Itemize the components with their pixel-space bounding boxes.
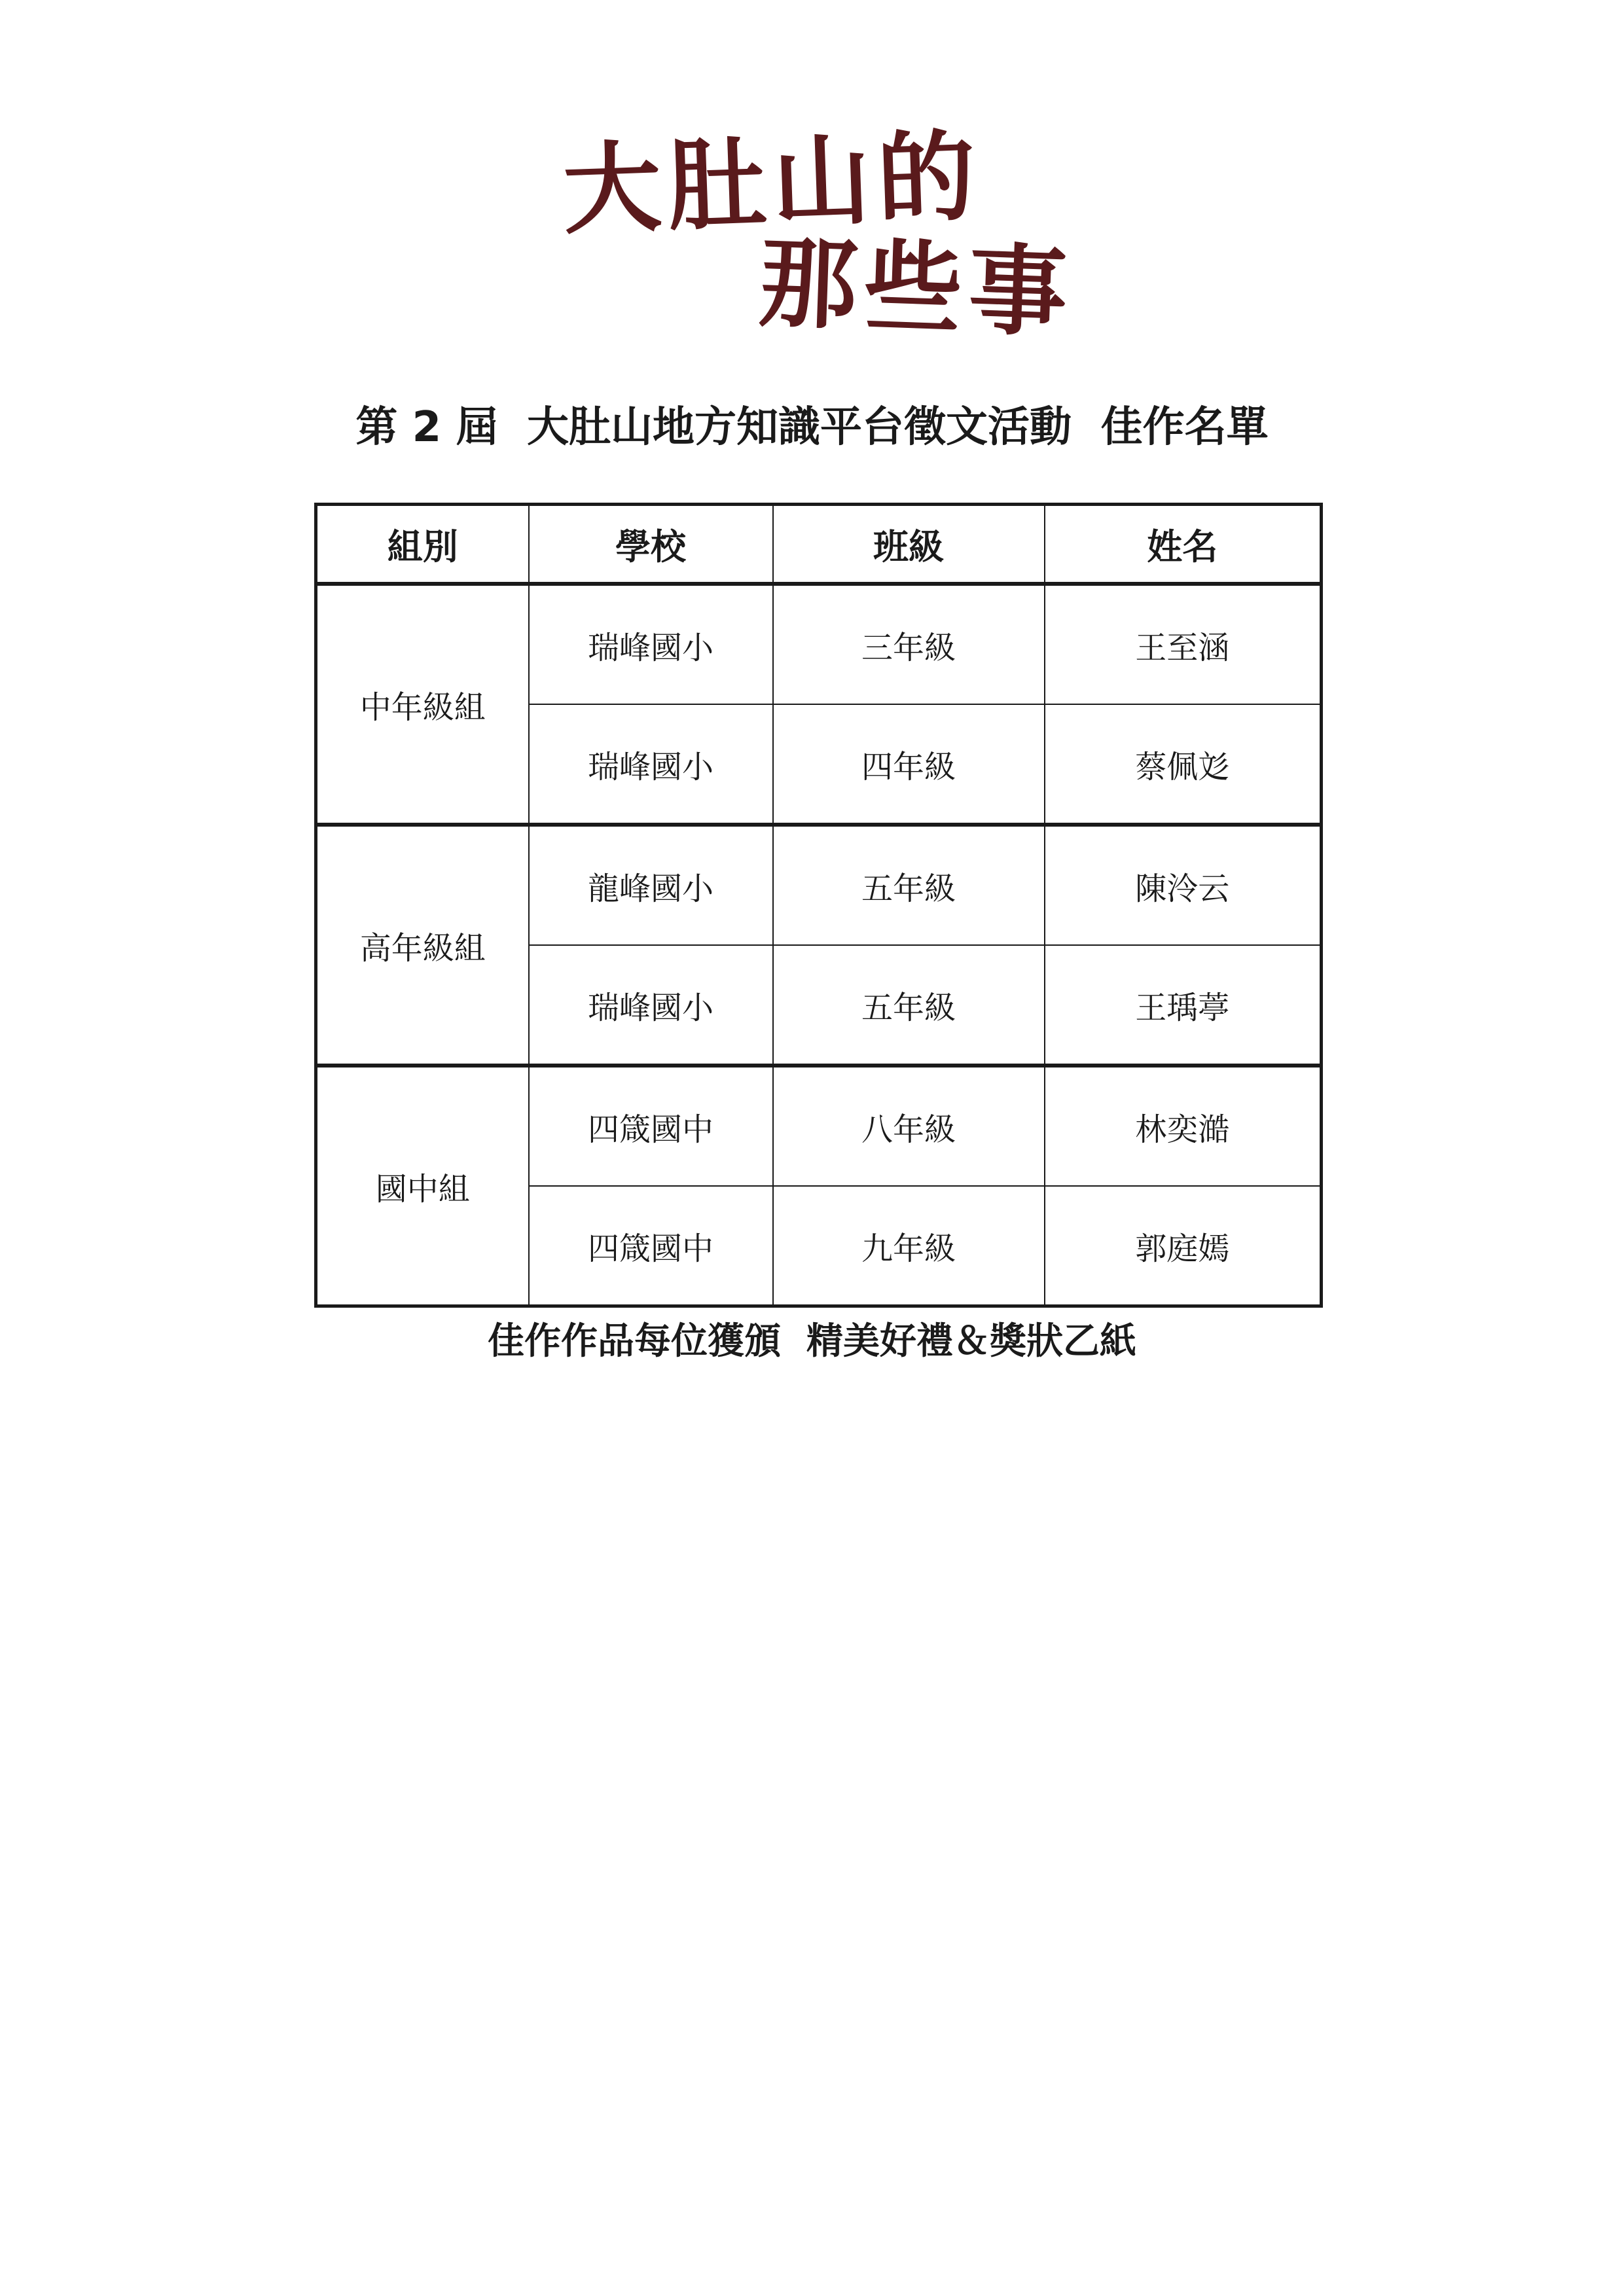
student-name-cell: 王瑀葶 — [1045, 945, 1322, 1066]
student-name-cell: 林奕澔 — [1045, 1066, 1322, 1186]
page-title: 第 2 屆 大肚山地方知識平台徵文活動 佳作名單 — [355, 403, 1269, 452]
grade-cell: 五年級 — [773, 945, 1045, 1066]
grade-cell: 八年級 — [773, 1066, 1045, 1186]
table-row — [316, 1066, 1322, 1186]
header-student-name: 姓名 — [1045, 505, 1322, 584]
student-name-cell: 王至涵 — [1045, 584, 1322, 704]
logo-text-line-2: 那些事 — [757, 224, 1075, 351]
grade-cell: 五年級 — [773, 825, 1045, 945]
header-group: 組別 — [316, 505, 529, 584]
table-row — [316, 825, 1322, 945]
group-name-cell: 高年級組 — [316, 825, 529, 1066]
school-cell: 四箴國中 — [529, 1186, 773, 1306]
student-name-cell: 蔡佩彣 — [1045, 704, 1322, 825]
grade-cell: 三年級 — [773, 584, 1045, 704]
grade-cell: 四年級 — [773, 704, 1045, 825]
school-cell: 瑞峰國小 — [529, 584, 773, 704]
table-header-row — [316, 505, 1322, 584]
award-list-table — [314, 503, 1323, 1308]
grade-cell: 九年級 — [773, 1186, 1045, 1306]
header-grade: 班級 — [773, 505, 1045, 584]
group-name-cell: 中年級組 — [316, 584, 529, 825]
school-cell: 四箴國中 — [529, 1066, 773, 1186]
school-cell: 龍峰國小 — [529, 825, 773, 945]
logo-text-line-1: 大肚山的 — [561, 118, 984, 249]
student-name-cell: 陳泠云 — [1045, 825, 1322, 945]
table-row — [316, 584, 1322, 704]
group-name-cell: 國中組 — [316, 1066, 529, 1306]
logo — [561, 118, 1075, 367]
prize-note: 佳作作品每位獲頒 精美好禮＆獎狀乙紙 — [488, 1320, 1136, 1363]
student-name-cell: 郭庭嫣 — [1045, 1186, 1322, 1306]
header-school: 學校 — [529, 505, 773, 584]
school-cell: 瑞峰國小 — [529, 704, 773, 825]
school-cell: 瑞峰國小 — [529, 945, 773, 1066]
